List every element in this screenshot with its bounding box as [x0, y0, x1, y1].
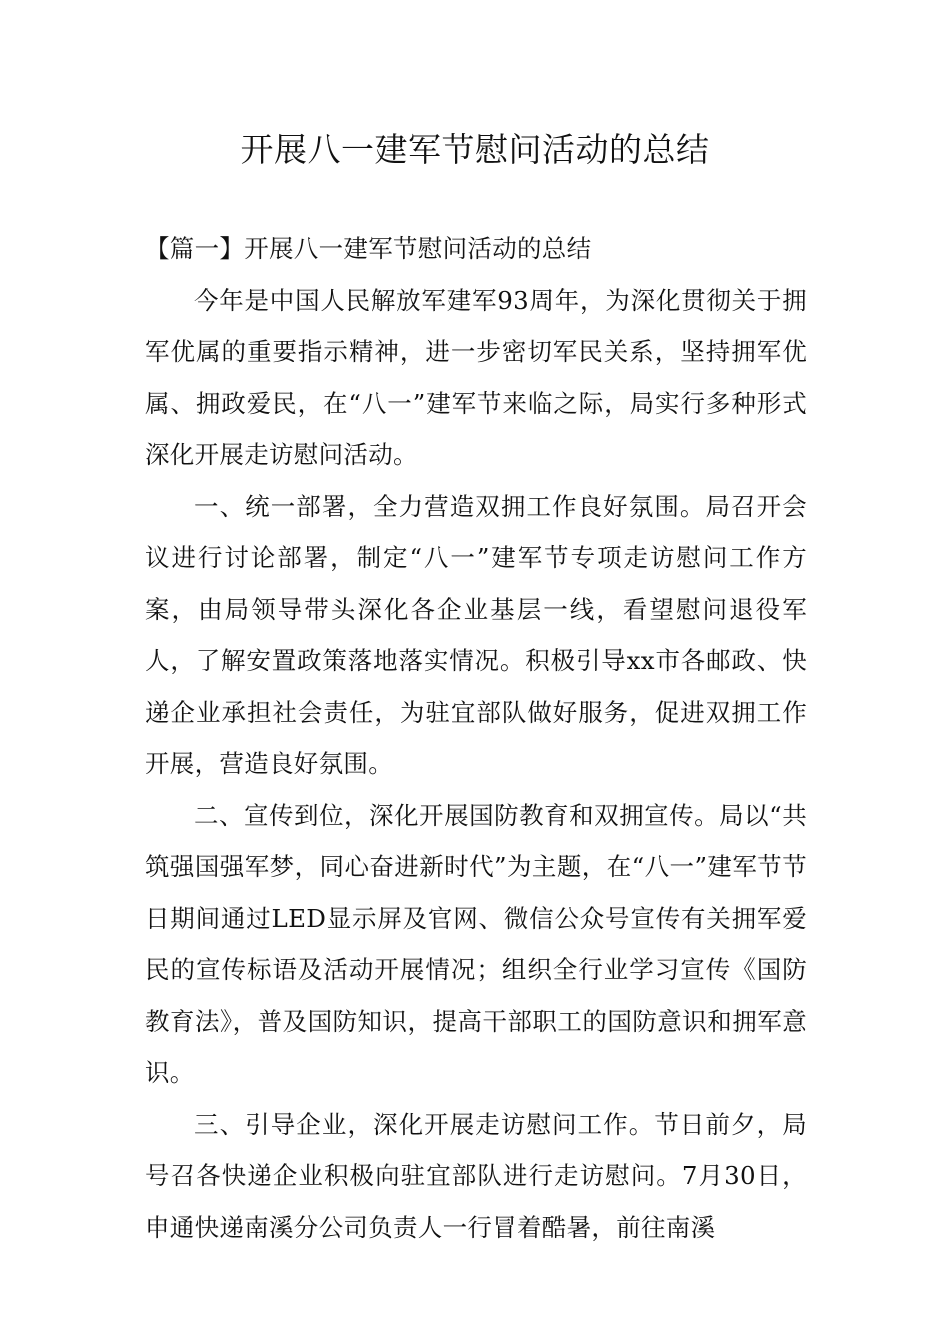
document-title: 开展八一建军节慰问活动的总结 — [240, 130, 710, 169]
paragraph-point-3: 三、引导企业，深化开展走访慰问工作。节日前夕，局号召各快递企业积极向驻宜部队进行走访慰问。7月30日，申通快递南溪分公司负责人一行冒着酷暑，前往南溪 — [145, 1109, 807, 1242]
document-body — [145, 223, 807, 1253]
paragraph-point-2: 二、宣传到位，深化开展国防教育和双拥宣传。局以“共筑强国强军梦，同心奋进新时代”为主题，在“八一”建军节节日期间通过LED显示屏及官网、微信公众号宣传有关拥军爱民的宣传标语及活动开展情况；组织全行业学习宣传《国防教育法》，普及国防知识，提高干部职工的国防意识和拥军意识。 — [145, 800, 807, 1087]
paragraph-point-1: 一、统一部署，全力营造双拥工作良好氛围。局召开会议进行讨论部署，制定“八一”建军节专项走访慰问工作方案，由局领导带头深化各企业基层一线，看望慰问退役军人，了解安置政策落地落实情况。积极引导xx市各邮政、快递企业承担社会责任，为驻宜部队做好服务，促进双拥工作开展，营造良好氛围。 — [145, 491, 807, 778]
section-heading: 【篇一】开展八一建军节慰问活动的总结 — [145, 234, 592, 263]
paragraph-intro: 今年是中国人民解放军建军93周年，为深化贯彻关于拥军优属的重要指示精神，进一步密切军民关系，坚持拥军优属、拥政爱民，在“八一”建军节来临之际，局实行多种形式深化开展走访慰问活动。 — [145, 285, 807, 469]
